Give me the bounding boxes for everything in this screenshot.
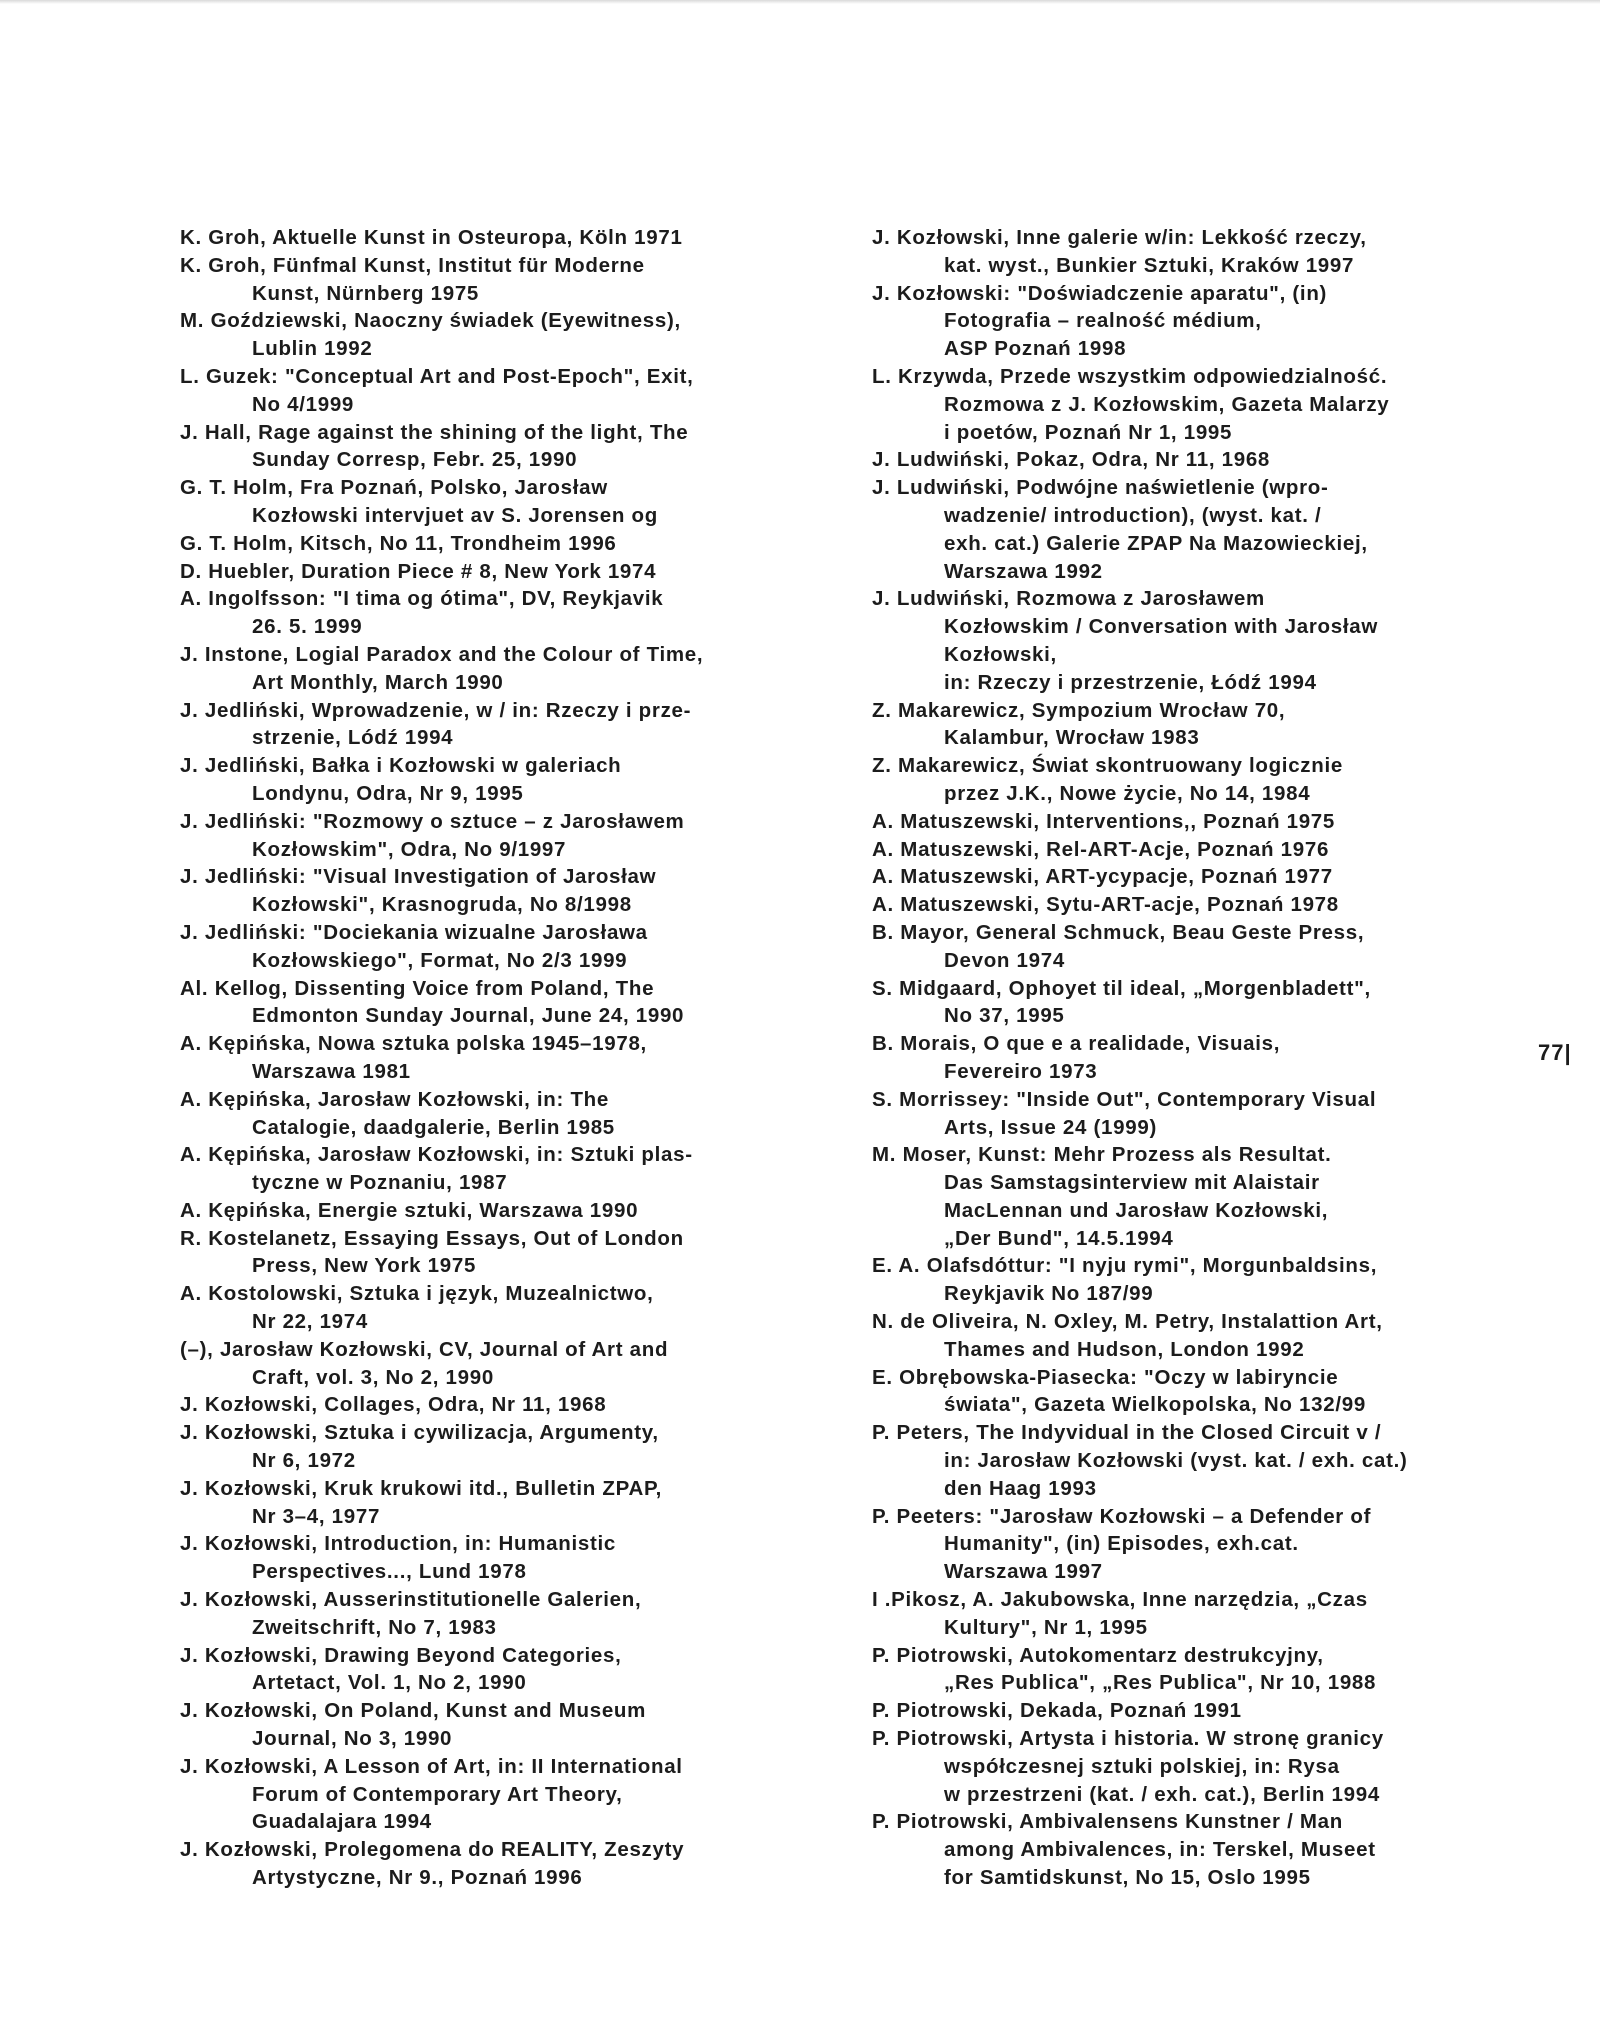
bibliography-entry: J. Ludwiński, Rozmowa z Jarosławem Kozłowskim / Conversation with Jarosław Kozłowski, in: Rzeczy i przestrzenie, Łódź 1994 <box>872 587 1378 694</box>
bibliography-entry: L. Guzek: "Conceptual Art and Post-Epoch", Exit, No 4/1999 <box>180 364 694 416</box>
bibliography-entry: E. A. Olafsdóttur: "I nyju rymi", Morgunbaldsins, Reykjavik No 187/99 <box>872 1254 1378 1306</box>
bibliography-entry: P. Piotrowski, Dekada, Poznań 1991 <box>872 1699 1242 1723</box>
bibliography-entry: E. Obrębowska-Piasecka: "Oczy w labiryncie świata", Gazeta Wielkopolska, No 132/99 <box>872 1365 1366 1417</box>
bibliography-entry: J. Kozłowski, Introduction, in: Humanistic Perspectives..., Lund 1978 <box>180 1532 617 1584</box>
bibliography-entry: A. Ingolfsson: "I tima og ótima", DV, Reykjavik 26. 5. 1999 <box>180 587 664 639</box>
bibliography-entry: P. Peters, The Indyvidual in the Closed Circuit v / in: Jarosław Kozłowski (vyst. kat. / exh. cat.) den Haag 1993 <box>872 1421 1408 1500</box>
bibliography-entry: J. Kozłowski, Ausserinstitutionelle Galerien, Zweitschrift, No 7, 1983 <box>180 1588 642 1639</box>
bibliography-entry: P. Piotrowski, Ambivalensens Kunstner / Man among Ambivalences, in: Terskel, Museet for Samtidskunst, No 15, Oslo 1995 <box>872 1810 1376 1890</box>
bibliography-entry: Z. Makarewicz, Sympozium Wrocław 70, Kalambur, Wrocław 1983 <box>872 698 1286 750</box>
bibliography-entry: P. Piotrowski, Artysta i historia. W stronę granicy współczesnej sztuki polskiej, in: Rysa w przestrzeni (kat. / exh. cat.), Berlin 1994 <box>872 1727 1384 1806</box>
bibliography-entry: Al. Kellog, Dissenting Voice from Poland, The Edmonton Sunday Journal, June 24, 1990 <box>180 976 685 1028</box>
bibliography-entry: (–), Jarosław Kozłowski, CV, Journal of Art and Craft, vol. 3, No 2, 1990 <box>180 1337 669 1389</box>
bibliography-entry: J. Kozłowski, Collages, Odra, Nr 11, 1968 <box>180 1393 607 1417</box>
bibliography-entry: J. Kozłowski, Kruk krukowi itd., Bulletin ZPAP, Nr 3–4, 1977 <box>180 1476 663 1528</box>
bibliography-entry: J. Kozłowski, Drawing Beyond Categories, Artetact, Vol. 1, No 2, 1990 <box>180 1643 622 1695</box>
bibliography-entry: G. T. Holm, Kitsch, No 11, Trondheim 1996 <box>180 531 617 555</box>
bibliography-entry: K. Groh, Fünfmal Kunst, Institut für Moderne Kunst, Nürnberg 1975 <box>180 253 645 305</box>
bibliography-entry: A. Matuszewski, Interventions,, Poznań 1975 <box>872 809 1336 833</box>
bibliography-entry: J. Jedliński, Bałka i Kozłowski w galeriach Londynu, Odra, Nr 9, 1995 <box>180 754 622 805</box>
bibliography-entry: M. Moser, Kunst: Mehr Prozess als Resultat. Das Samstagsinterview mit Alaistair MacLennan und Jarosław Kozłowski, „Der Bund", 14.5.1994 <box>872 1143 1332 1250</box>
bibliography-entry: J. Instone, Logial Paradox and the Colour of Time, Art Monthly, March 1990 <box>180 642 704 694</box>
bibliography-entry: J. Jedliński: "Rozmowy o sztuce – z Jarosławem Kozłowskim", Odra, No 9/1997 <box>180 809 685 861</box>
bibliography-left-column <box>180 224 790 1892</box>
bibliography-entry: B. Morais, O que e a realidade, Visuais, Fevereiro 1973 <box>872 1032 1281 1083</box>
bibliography-entry: J. Jedliński, Wprowadzenie, w / in: Rzeczy i prze- strzenie, Lódź 1994 <box>180 698 692 750</box>
bibliography-entry: J. Ludwiński, Pokaz, Odra, Nr 11, 1968 <box>872 448 1271 472</box>
bibliography-entry: J. Kozłowski, On Poland, Kunst and Museum Journal, No 3, 1990 <box>180 1699 647 1751</box>
bibliography-entry: J. Hall, Rage against the shining of the light, The Sunday Corresp, Febr. 25, 1990 <box>180 420 689 472</box>
page-top-edge <box>0 0 1600 4</box>
bibliography-entry: L. Krzywda, Przede wszystkim odpowiedzialność. Rozmowa z J. Kozłowskim, Gazeta Malarzy i poetów, Poznań Nr 1, 1995 <box>872 364 1390 444</box>
bibliography-entry: G. T. Holm, Fra Poznań, Polsko, Jarosław Kozłowski intervjuet av S. Jorensen og <box>180 476 658 527</box>
bibliography-entry: N. de Oliveira, N. Oxley, M. Petry, Instalattion Art, Thames and Hudson, London 1992 <box>872 1310 1383 1361</box>
bibliography-entry: S. Midgaard, Ophoyet til ideal, „Morgenbladett", No 37, 1995 <box>872 976 1371 1028</box>
bibliography-entry: A. Matuszewski, ART-ycypacje, Poznań 1977 <box>872 865 1333 889</box>
bibliography-entry: A. Kępińska, Energie sztuki, Warszawa 1990 <box>180 1198 639 1222</box>
bibliography-entry: J. Kozłowski, A Lesson of Art, in: II International Forum of Contemporary Art Theory, Guadalajara 1994 <box>180 1754 683 1834</box>
bibliography-entry: A. Kostolowski, Sztuka i język, Muzealnictwo, Nr 22, 1974 <box>180 1282 654 1334</box>
bibliography-entry: Z. Makarewicz, Świat skontruowany logicznie przez J.K., Nowe życie, No 14, 1984 <box>872 754 1343 805</box>
bibliography-entry: A. Kępińska, Jarosław Kozłowski, in: The Catalogie, daadgalerie, Berlin 1985 <box>180 1087 615 1139</box>
bibliography-entry: A. Kępińska, Jarosław Kozłowski, in: Sztuki plas- tyczne w Poznaniu, 1987 <box>180 1143 693 1195</box>
bibliography-entry: P. Piotrowski, Autokomentarz destrukcyjny, „Res Publica", „Res Publica", Nr 10, 1988 <box>872 1643 1377 1695</box>
bibliography-entry: J. Jedliński: "Dociekania wizualne Jarosława Kozłowskiego", Format, No 2/3 1999 <box>180 920 648 972</box>
bibliography-entry: J. Kozłowski: "Doświadczenie aparatu", (in) Fotografia – realność médium, ASP Poznań 1998 <box>872 281 1328 361</box>
bibliography-entry: A. Matuszewski, Sytu-ART-acje, Poznań 1978 <box>872 893 1339 917</box>
bibliography-entry: J. Kozłowski, Inne galerie w/in: Lekkość rzeczy, kat. wyst., Bunkier Sztuki, Kraków 1997 <box>872 226 1367 277</box>
bibliography-entry: P. Peeters: "Jarosław Kozłowski – a Defender of Humanity", (in) Episodes, exh.cat. Warszawa 1997 <box>872 1504 1372 1584</box>
bibliography-entry: J. Ludwiński, Podwójne naświetlenie (wpro- wadzenie/ introduction), (wyst. kat. / exh. cat.) Galerie ZPAP Na Mazowieckiej, Warszawa 1992 <box>872 476 1368 583</box>
bibliography-entry: J. Jedliński: "Visual Investigation of Jarosław Kozłowski", Krasnogruda, No 8/1998 <box>180 865 657 917</box>
bibliography-entry: J. Kozłowski, Sztuka i cywilizacja, Argumenty, Nr 6, 1972 <box>180 1421 659 1473</box>
bibliography-entry: K. Groh, Aktuelle Kunst in Osteuropa, Köln 1971 <box>180 226 683 249</box>
bibliography-entry: D. Huebler, Duration Piece # 8, New York 1974 <box>180 559 657 583</box>
bibliography-entry: M. Goździewski, Naoczny świadek (Eyewitness), Lublin 1992 <box>180 309 681 361</box>
page-number: 77| <box>1538 1040 1572 1065</box>
bibliography-entry: B. Mayor, General Schmuck, Beau Geste Press, Devon 1974 <box>872 920 1365 972</box>
bibliography-entry: J. Kozłowski, Prolegomena do REALITY, Zeszyty Artystyczne, Nr 9., Poznań 1996 <box>180 1838 685 1890</box>
bibliography-right-column <box>872 224 1472 1892</box>
bibliography-entry: A. Matuszewski, Rel-ART-Acje, Poznań 1976 <box>872 837 1330 861</box>
bibliography-entry: R. Kostelanetz, Essaying Essays, Out of London Press, New York 1975 <box>180 1226 684 1278</box>
bibliography-entry: I .Pikosz, A. Jakubowska, Inne narzędzia, „Czas Kultury", Nr 1, 1995 <box>872 1588 1368 1639</box>
bibliography-entry: S. Morrissey: "Inside Out", Contemporary Visual Arts, Issue 24 (1999) <box>872 1087 1377 1139</box>
bibliography-entry: A. Kępińska, Nowa sztuka polska 1945–1978, Warszawa 1981 <box>180 1032 647 1083</box>
